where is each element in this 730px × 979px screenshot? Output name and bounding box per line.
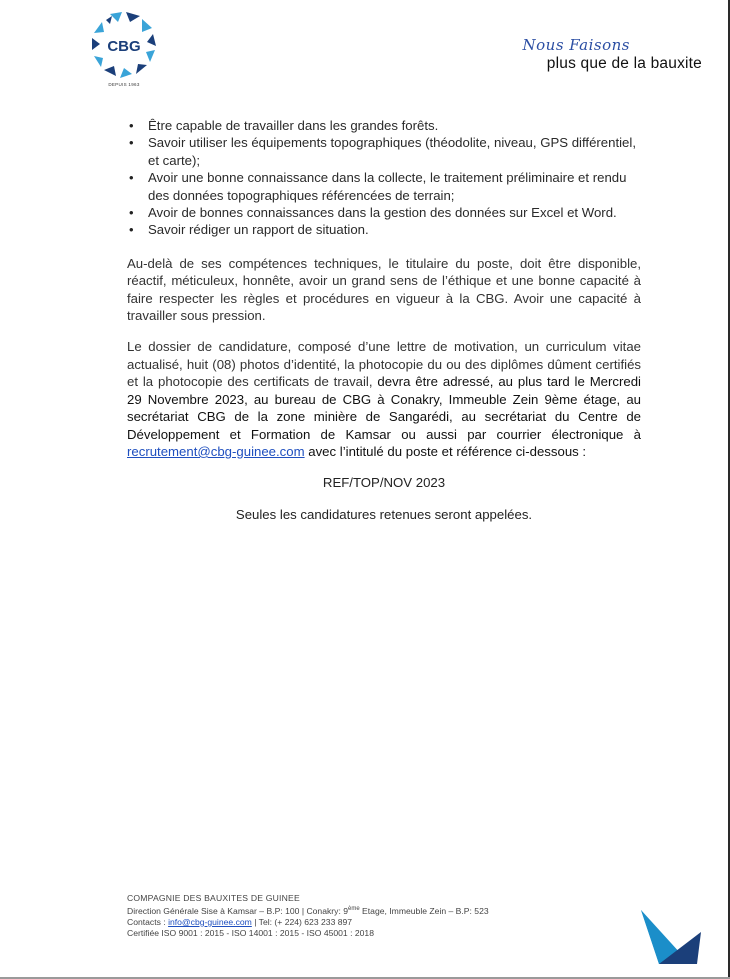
cbg-logo-mark: [86, 10, 162, 82]
job-reference: REF/TOP/NOV 2023: [322, 475, 446, 491]
footer-address-a: Direction Générale Sise à Kamsar – B.P: 100 | Conakry: 9: [127, 905, 348, 916]
list-item: • Savoir rédiger un rapport de situation.: [127, 221, 641, 238]
footer-phone: | Tel: (+ 224) 623 233 897: [251, 916, 353, 927]
requirements-list: [127, 117, 641, 239]
footer-certification: Certifiée ISO 9001 : 2015 - ISO 14001 : 2015 - ISO 45001 : 2018: [127, 927, 374, 938]
footer-company: COMPAGNIE DES BAUXITES DE GUINEE: [127, 893, 300, 903]
closing-note: Seules les candidatures retenues seront appelées.: [235, 506, 533, 522]
footer-address-b: Etage, Immeuble Zein – B.P: 523: [359, 905, 489, 916]
logo-text: CBG: [107, 38, 141, 55]
application-paragraph: [127, 338, 641, 460]
footer-contacts: [127, 917, 597, 928]
list-item: • Avoir de bonnes connaissances dans la gestion des données sur Excel et Word.: [127, 204, 641, 221]
footer: [127, 893, 597, 939]
document-body: [127, 117, 641, 523]
application-outro: avec l’intitulé du poste et référence ci-dessous :: [304, 443, 587, 459]
footer-email-link[interactable]: info@cbg-guinee.com: [168, 916, 252, 927]
cbg-logo: [86, 10, 162, 92]
application-deadline: devra être adressé, au plus tard le Mercredi 29 Novembre 2023, au bureau de CBG à Conakry, Immeuble Zein 9ème étage, au secrétariat CBG de la zone minière de Sangarédi, au secrétariat du Centre de Développement et Formation de Kamsar ou aussi par courrier électronique à: [127, 374, 641, 442]
slogan-main: plus que de la bauxite: [546, 55, 702, 72]
corner-logo-mark: [641, 910, 701, 964]
recruitment-email-link[interactable]: recrutement@cbg-guinee.com: [127, 443, 305, 459]
slogan-script: Nous Faisons: [522, 36, 630, 54]
list-item: • Savoir utiliser les équipements topographiques (théodolite, niveau, GPS différentiel, et carte);: [127, 134, 641, 169]
list-item: • Être capable de travailler dans les grandes forêts.: [127, 117, 641, 134]
footer-address-sup: ème: [348, 906, 360, 912]
application-intro: Le dossier de candidature, composé d’une lettre de motivation, un curriculum vitae actualisé, huit (08) photos d’identité, la photocopie du ou des diplômes dûment certifiés et la photocopie des certificats de travail,: [127, 339, 641, 390]
footer-address: [127, 904, 597, 917]
list-item: • Avoir une bonne connaissance dans la collecte, le traitement préliminaire et rendu des données topographiques référencées de terrain;: [127, 169, 641, 204]
logo-caption: DEPUIS 1963: [108, 82, 140, 87]
qualities-paragraph: Au-delà de ses compétences techniques, le titulaire du poste, doit être disponible, réactif, méticuleux, honnête, avoir un grand sens de l’éthique et une bonne capacité à faire respecter les règles et procédures en vigueur à la CBG. Avoir une capacité à travailler sous pression.: [127, 255, 641, 324]
footer-contacts-label: Contacts :: [127, 916, 169, 927]
